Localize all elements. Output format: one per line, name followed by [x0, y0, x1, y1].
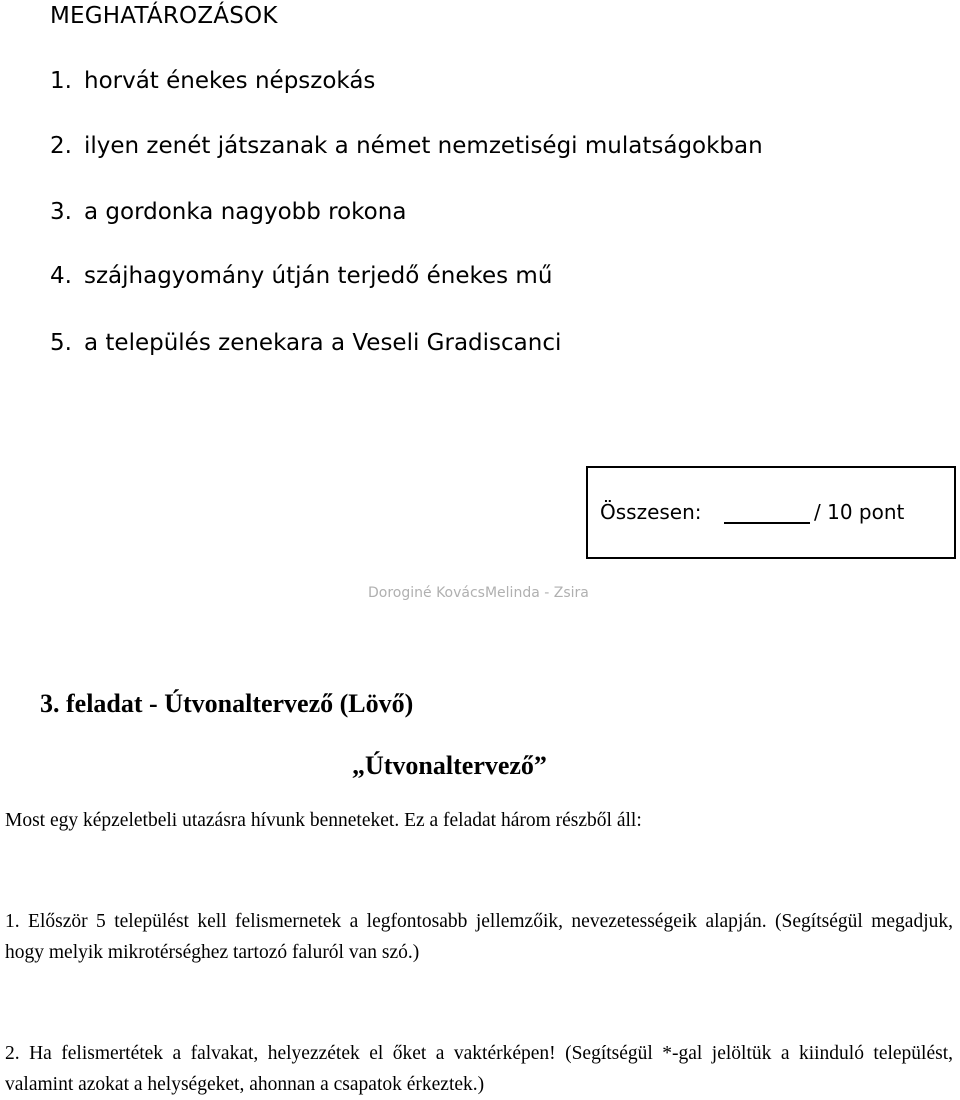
definition-number: 5. — [50, 330, 72, 356]
definition-number: 3. — [50, 199, 72, 225]
definition-item-2 — [50, 130, 763, 162]
score-blank-field — [724, 522, 810, 524]
score-max-points: / 10 pont — [814, 500, 905, 524]
task-subtitle: „Útvonaltervező” — [352, 751, 547, 780]
task-title: 3. feladat - Útvonaltervező (Lövő) — [40, 689, 414, 718]
score-label: Összesen: — [600, 500, 702, 524]
definition-item-1 — [50, 65, 375, 97]
definition-text: szájhagyomány útján terjedő énekes mű — [84, 263, 553, 289]
definitions-heading: MEGHATÁROZÁSOK — [50, 3, 278, 29]
definition-number: 1. — [50, 68, 72, 94]
definition-item-3 — [50, 196, 406, 228]
definition-text: ilyen zenét játszanak a német nemzetiségi mulatságokban — [84, 133, 763, 159]
definition-text: horvát énekes népszokás — [84, 68, 376, 94]
definition-item-4 — [50, 260, 552, 292]
task-intro-paragraph: Most egy képzeletbeli utazásra hívunk benneteket. Ez a feladat három részből áll: — [5, 810, 642, 831]
definition-text: a település zenekara a Veseli Gradiscanci — [84, 330, 562, 356]
definition-text: a gordonka nagyobb rokona — [84, 199, 407, 225]
task-step-1-paragraph: 1. Először 5 települést kell felismernetek a legfontosabb jellemzőik, nevezetességeik alapján. (Segítségül megadjuk, hogy melyik mikrotérséghez tartozó faluról van szó.) — [5, 911, 953, 963]
definition-item-5 — [50, 327, 561, 359]
task-step-2-paragraph: 2. Ha felismertétek a falvakat, helyezzétek el őket a vaktérképen! (Segítségül *-gal jelöltük a kiinduló települést, valamint azokat a helységeket, ahonnan a csapatok érkeztek.) — [5, 1043, 953, 1095]
definition-number: 2. — [50, 133, 72, 159]
footer-credit: Doroginé KovácsMelinda - Zsira — [368, 585, 589, 601]
definition-number: 4. — [50, 263, 72, 289]
score-box — [586, 466, 956, 559]
